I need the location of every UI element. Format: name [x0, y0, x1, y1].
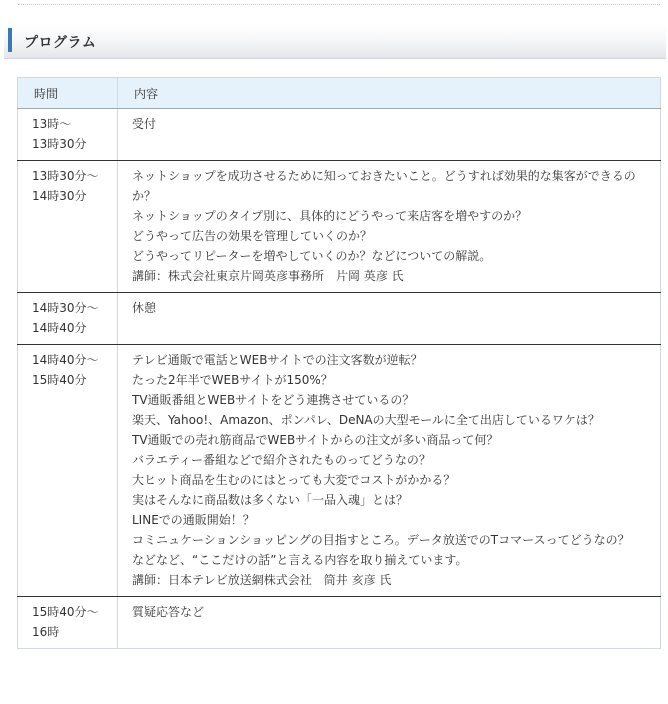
content-cell: [118, 597, 661, 649]
section-header: [4, 24, 666, 59]
content-cell: [118, 345, 661, 597]
content-line: ネットショップを成功させるために知っておきたいこと。どうすれば効果的な集客ができるのか？: [132, 169, 636, 203]
content-line: 講師：日本テレビ放送網株式会社 筒井 亥彦 氏: [132, 573, 392, 587]
content-line: たった2年半でWEBサイトが150%？: [132, 373, 333, 387]
content-line: どうやってリピーターを増やしていくのか？などについての解説。: [132, 249, 492, 263]
content-line: 楽天、Yahoo!、Amazon、ポンパレ、DeNAの大型モールに全て出店しているワケは？: [132, 413, 600, 427]
content-line: 質疑応答など: [132, 605, 205, 619]
program-table-body: [18, 109, 661, 649]
table-row: [18, 345, 661, 597]
content-line: 受付: [132, 117, 157, 131]
content-line: 大ヒット商品を生むのにはとっても大変でコストがかかる？: [132, 473, 456, 487]
time-cell: [18, 293, 118, 345]
time-line: 15時40分～: [32, 605, 99, 619]
header-accent-bar: [8, 28, 12, 52]
content-line: 休憩: [132, 301, 157, 315]
content-line: コミニュケーションショッピングの目指すところ。データ放送でのTコマースってどうなの？: [132, 533, 630, 547]
section-title: プログラム: [24, 35, 97, 51]
content-cell: [118, 161, 661, 293]
content-line: TV通販番組とWEBサイトをどう連携させているの？: [132, 393, 415, 407]
content-line: どうやって広告の効果を管理していくのか？: [132, 229, 373, 243]
table-row: [18, 597, 661, 649]
content-column-header: 内容: [118, 78, 661, 109]
content-cell: [118, 293, 661, 345]
content-line: LINEでの通販開始！？: [132, 513, 255, 527]
time-cell: [18, 161, 118, 293]
content-line: バラエティー番組などで紹介されたものってどうなの？: [132, 453, 431, 467]
content-line: ネットショップのタイプ別に、具体的にどうやって来店客を増やすのか？: [132, 209, 528, 223]
time-line: 14時30分～: [32, 301, 99, 315]
time-line: 16時: [32, 625, 60, 639]
program-table: [17, 77, 661, 649]
time-line: 14時40分: [32, 321, 87, 335]
time-cell: [18, 597, 118, 649]
table-header-row: [18, 78, 661, 109]
content-line: 実はそんなに商品数は多くない「一品入魂」とは？: [132, 493, 409, 507]
time-line: 13時30分: [32, 137, 87, 151]
time-column-header: 時間: [18, 78, 118, 109]
content-line: テレビ通販で電話とWEBサイトでの注文客数が逆転？: [132, 353, 423, 367]
table-row: [18, 161, 661, 293]
content-line: 講師：株式会社東京片岡英彦事務所 片岡 英彦 氏: [132, 269, 404, 283]
time-cell: [18, 345, 118, 597]
content-cell: [118, 109, 661, 161]
table-row: [18, 293, 661, 345]
time-line: 15時40分: [32, 373, 87, 387]
time-line: 14時40分～: [32, 353, 99, 367]
time-line: 14時30分: [32, 189, 87, 203]
time-line: 13時～: [32, 117, 72, 131]
top-dotted-divider: [18, 4, 660, 5]
time-cell: [18, 109, 118, 161]
content-line: などなど、“ここだけの話”と言える内容を取り揃えています。: [132, 553, 468, 567]
table-row: [18, 109, 661, 161]
time-line: 13時30分～: [32, 169, 99, 183]
content-line: TV通販での売れ筋商品でWEBサイトからの注文が多い商品って何？: [132, 433, 499, 447]
